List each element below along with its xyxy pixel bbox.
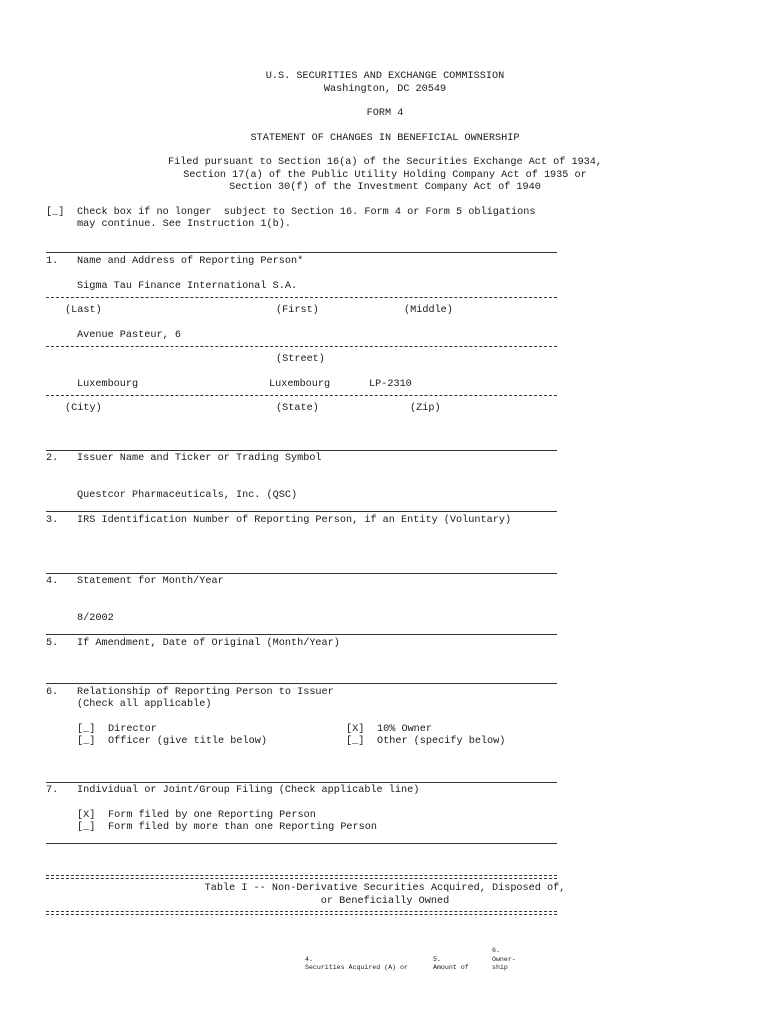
column-4-label: Securities Acquired (A) or xyxy=(305,964,408,971)
city-caption: (City) xyxy=(65,403,102,414)
state-caption: (State) xyxy=(276,403,319,414)
table-1-title-line-1: Table I -- Non-Derivative Securities Acquired, Disposed of, xyxy=(204,883,566,894)
one-person-label: Form filed by one Reporting Person xyxy=(108,810,316,821)
one-person-checkbox[interactable]: [X] xyxy=(77,810,96,821)
officer-label: Officer (give title below) xyxy=(108,736,267,747)
multiple-persons-checkbox[interactable]: [_] xyxy=(77,822,96,833)
field-underline xyxy=(46,395,557,396)
column-6-label-2: ship xyxy=(492,964,508,971)
section-divider xyxy=(46,634,557,635)
filed-pursuant-line-3: Section 30(f) of the Investment Company Act of 1940 xyxy=(229,182,541,193)
statement-month-year: 8/2002 xyxy=(77,613,114,624)
section-divider xyxy=(46,683,557,684)
column-5-label: Amount of xyxy=(433,964,469,971)
section-4-label: Statement for Month/Year xyxy=(77,576,224,587)
no-longer-subject-label-2: may continue. See Instruction 1(b). xyxy=(77,219,291,230)
section-6-sublabel: (Check all applicable) xyxy=(77,699,212,710)
city-value: Luxembourg xyxy=(77,379,139,390)
field-underline xyxy=(46,346,557,347)
section-3-label: IRS Identification Number of Reporting Person, if an Entity (Voluntary) xyxy=(77,515,512,526)
section-5-number: 5. xyxy=(46,638,59,649)
column-4-number: 4. xyxy=(305,956,313,963)
ten-percent-owner-checkbox[interactable]: [X] xyxy=(346,724,365,735)
first-caption: (First) xyxy=(276,305,319,316)
form-number: FORM 4 xyxy=(366,108,404,119)
section-6-number: 6. xyxy=(46,687,59,698)
section-1-label: Name and Address of Reporting Person* xyxy=(77,256,304,267)
multiple-persons-label: Form filed by more than one Reporting Person xyxy=(108,822,377,833)
no-longer-subject-checkbox[interactable]: [_] xyxy=(46,207,65,218)
column-6-label-1: Owner- xyxy=(492,956,516,963)
section-3-number: 3. xyxy=(46,515,59,526)
table-1-title-line-2: or Beneficially Owned xyxy=(320,896,450,907)
section-5-label: If Amendment, Date of Original (Month/Year) xyxy=(77,638,340,649)
column-6-number: 6. xyxy=(492,947,500,954)
other-label: Other (specify below) xyxy=(377,736,506,747)
agency-name: U.S. SECURITIES AND EXCHANGE COMMISSION xyxy=(265,71,505,82)
table-bottom-double-rule xyxy=(46,911,557,915)
street-caption: (Street) xyxy=(276,354,325,365)
zip-caption: (Zip) xyxy=(410,403,441,414)
street-value: Avenue Pasteur, 6 xyxy=(77,330,181,341)
table-top-double-rule xyxy=(46,875,557,879)
last-caption: (Last) xyxy=(65,305,102,316)
reporting-person-name: Sigma Tau Finance International S.A. xyxy=(77,281,298,292)
page-title: STATEMENT OF CHANGES IN BENEFICIAL OWNERSHIP xyxy=(250,133,520,144)
officer-checkbox[interactable]: [_] xyxy=(77,736,96,747)
field-underline xyxy=(46,297,557,298)
column-5-number: 5. xyxy=(433,956,441,963)
ten-percent-owner-label: 10% Owner xyxy=(377,724,433,735)
middle-caption: (Middle) xyxy=(404,305,453,316)
agency-location: Washington, DC 20549 xyxy=(323,84,447,95)
other-checkbox[interactable]: [_] xyxy=(346,736,365,747)
section-2-label: Issuer Name and Ticker or Trading Symbol xyxy=(77,453,322,464)
section-7-label: Individual or Joint/Group Filing (Check applicable line) xyxy=(77,785,420,796)
director-checkbox[interactable]: [_] xyxy=(77,724,96,735)
section-2-number: 2. xyxy=(46,453,59,464)
section-1-number: 1. xyxy=(46,256,59,267)
state-value: Luxembourg xyxy=(269,379,331,390)
section-4-number: 4. xyxy=(46,576,59,587)
section-divider xyxy=(46,511,557,512)
director-label: Director xyxy=(108,724,157,735)
section-7-number: 7. xyxy=(46,785,59,796)
filed-pursuant-line-1: Filed pursuant to Section 16(a) of the Securities Exchange Act of 1934, xyxy=(167,157,603,168)
section-divider xyxy=(46,782,557,783)
no-longer-subject-label-1: Check box if no longer subject to Section 16. Form 4 or Form 5 obligations xyxy=(77,207,536,218)
section-6-label: Relationship of Reporting Person to Issuer xyxy=(77,687,334,698)
filed-pursuant-line-2: Section 17(a) of the Public Utility Holding Company Act of 1935 or xyxy=(183,170,587,181)
section-divider xyxy=(46,252,557,253)
section-divider xyxy=(46,843,557,844)
section-divider xyxy=(46,450,557,451)
section-divider xyxy=(46,573,557,574)
issuer-name-ticker: Questcor Pharmaceuticals, Inc. (QSC) xyxy=(77,490,298,501)
zip-value: LP-2310 xyxy=(369,379,412,390)
